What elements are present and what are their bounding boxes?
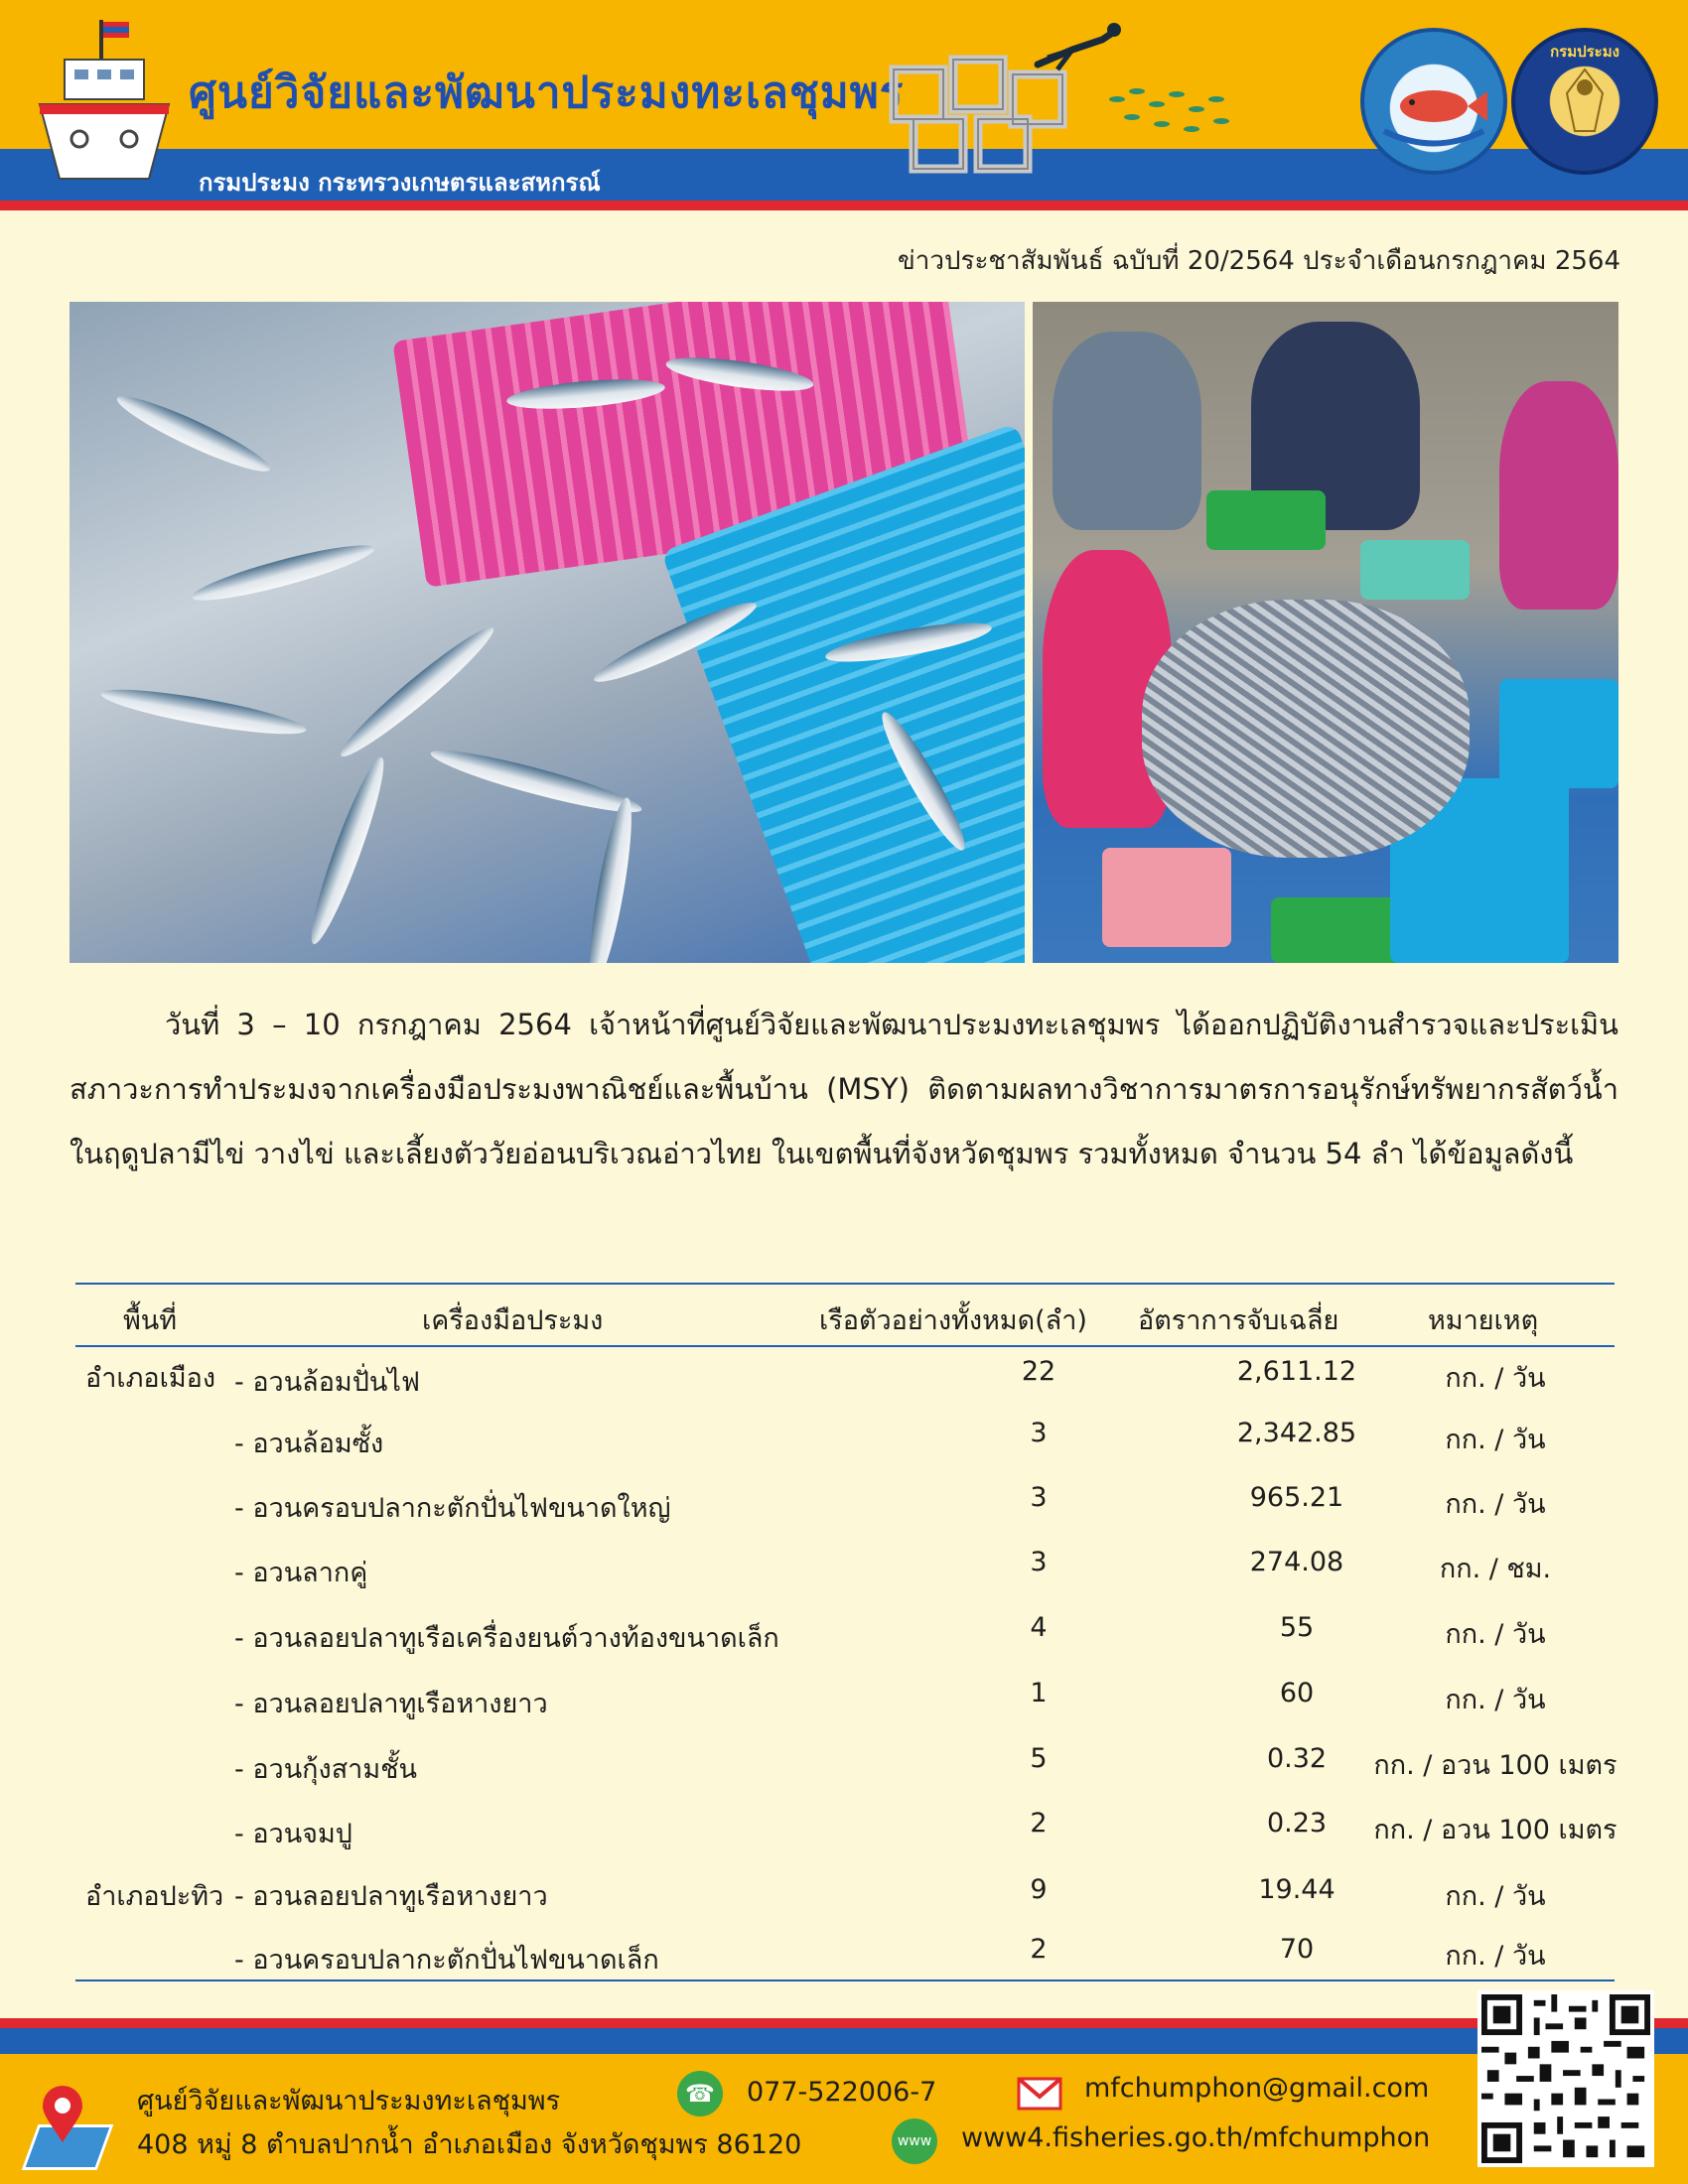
footer-red-stripe	[0, 2018, 1688, 2028]
header-rate: อัตราการจับเฉลี่ย	[1138, 1305, 1339, 1336]
staff-sorting-fish-photo	[1033, 302, 1618, 963]
research-center-logo	[1360, 28, 1507, 175]
table-bottom-rule	[75, 1979, 1615, 1981]
footer-email[interactable]: mfchumphon@gmail.com	[1084, 2073, 1430, 2104]
cell-note: กก. / วัน	[1445, 1685, 1546, 1715]
cell-gear: - อวนครอบปลากะตักปั่นไฟขนาดเล็ก	[234, 1945, 659, 1976]
footer-phone[interactable]: 077-522006-7	[747, 2077, 937, 2108]
table-row	[75, 1612, 1615, 1674]
cell-rate: 2,611.12	[1236, 1356, 1357, 1387]
cell-gear: - อวนลอยปลาทูเรือหางยาว	[234, 1689, 548, 1719]
header-gear: เครื่องมือประมง	[422, 1305, 604, 1336]
cell-rate: 965.21	[1249, 1482, 1344, 1513]
body-paragraph	[70, 993, 1618, 1186]
cell-area: อำเภอปะทิว	[85, 1881, 224, 1912]
cell-rate: 274.08	[1249, 1547, 1344, 1577]
cell-note: กก. / ชม.	[1439, 1554, 1552, 1584]
footer-org-name: ศูนย์วิจัยและพัฒนาประมงทะเลชุมพร	[137, 2086, 561, 2116]
header-area: พื้นที่	[123, 1305, 178, 1336]
phone-icon: ☎	[677, 2071, 723, 2116]
cell-gear: - อวนลอยปลาทูเรือหางยาว	[234, 1881, 548, 1912]
cell-note: กก. / วัน	[1445, 1941, 1546, 1972]
header-title: ศูนย์วิจัยและพัฒนาประมงทะเลชุมพร	[189, 68, 905, 118]
table-row	[75, 1678, 1615, 1739]
globe-icon: www	[892, 2118, 937, 2164]
mail-icon	[1017, 2077, 1062, 2111]
table-row	[75, 1418, 1615, 1479]
cell-rate: 2,342.85	[1236, 1418, 1357, 1448]
cell-rate: 60	[1279, 1678, 1315, 1708]
cell-gear: - อวนลอยปลาทูเรือเครื่องยนต์วางท้องขนาดเล็ก	[234, 1623, 779, 1654]
header-note: หมายเหตุ	[1428, 1305, 1539, 1336]
fish-catch-photo	[70, 302, 1025, 963]
fish	[98, 681, 308, 743]
diver-icon	[1033, 20, 1122, 79]
cell-gear: - อวนล้อมซั้ง	[234, 1429, 384, 1459]
cell-note: กก. / วัน	[1445, 1881, 1546, 1912]
cell-boats: 2	[1030, 1808, 1048, 1839]
cell-boats: 22	[1021, 1356, 1056, 1387]
footer-address: 408 หมู่ 8 ตำบลปากน้ำ อำเภอเมือง จังหวัดชุมพร 86120	[137, 2129, 802, 2160]
location-pin-icon	[40, 2085, 85, 2144]
cell-rate: 19.44	[1258, 1874, 1336, 1905]
fish	[302, 753, 394, 949]
department-of-fisheries-logo	[1511, 28, 1658, 175]
qr-code[interactable]	[1477, 1990, 1654, 2167]
cell-boats: 9	[1030, 1874, 1048, 1905]
cell-boats: 2	[1030, 1934, 1048, 1965]
cell-note: กก. / วัน	[1445, 1489, 1546, 1520]
footer-blue-band	[0, 2028, 1688, 2054]
page-header	[0, 0, 1688, 213]
paragraph-text: วันที่ 3 – 10 กรกฎาคม 2564 เจ้าหน้าที่ศูนย์วิจัยและพัฒนาประมงทะเลชุมพร ได้ออกปฏิบัติงานสำรวจและประเมินสภาวะการทำประมงจากเครื่องมือประมงพาณิชย์และพื้นบ้าน (MSY) ติดตามผลทางวิชาการมาตรการอนุรักษ์ทรัพยากรสัตว์น้ำในฤดูปลามีไข่ วางไข่ และเลี้ยงตัววัยอ่อนบริเวณอ่าวไทย ในเขตพื้นที่จังหวัดชุมพร รวมทั้งหมด จำนวน 54 ลำ ได้ข้อมูลดังนี้	[70, 1008, 1618, 1170]
issue-line: ข่าวประชาสัมพันธ์ ฉบับที่ 20/2564 ประจำเดือนกรกฎาคม 2564	[898, 246, 1620, 276]
fish	[189, 536, 377, 610]
table-row	[75, 1808, 1618, 1869]
cell-rate: 0.23	[1266, 1808, 1328, 1839]
table-row	[75, 1743, 1618, 1805]
header-red-stripe	[0, 201, 1688, 210]
teal-crate	[1360, 540, 1470, 600]
table-row	[75, 1874, 1615, 1936]
footer-website[interactable]: www4.fisheries.go.th/mfchumphon	[961, 2122, 1431, 2153]
header-boats: เรือตัวอย่างทั้งหมด(ลำ)	[819, 1305, 1087, 1336]
cell-boats: 3	[1030, 1418, 1048, 1448]
staff-person	[1499, 381, 1618, 610]
cell-boats: 3	[1030, 1547, 1048, 1577]
table-top-rule	[75, 1283, 1615, 1285]
cell-gear: - อวนล้อมปั่นไฟ	[234, 1367, 421, 1398]
cell-boats: 5	[1030, 1743, 1048, 1774]
logo-text: กรมประมง	[1550, 43, 1619, 61]
cell-note: กก. / อวน 100 เมตร	[1373, 1815, 1618, 1845]
cell-gear: - อวนครอบปลากะตักปั่นไฟขนาดใหญ่	[234, 1493, 671, 1524]
table-row	[75, 1934, 1615, 1995]
header-subtitle: กรมประมง กระทรวงเกษตรและสหกรณ์	[199, 169, 601, 197]
cell-rate: 0.32	[1266, 1743, 1328, 1774]
fish	[111, 386, 275, 480]
fish-pile	[1142, 600, 1470, 858]
table-header-rule	[75, 1345, 1615, 1347]
table-row	[75, 1482, 1615, 1544]
cell-gear: - อวนกุ้งสามชั้น	[234, 1754, 417, 1785]
cell-note: กก. / วัน	[1445, 1619, 1546, 1650]
green-crate	[1206, 490, 1326, 550]
red-fish-icon	[1364, 32, 1503, 171]
table-row	[75, 1547, 1615, 1608]
fish-school-icon	[1102, 79, 1241, 139]
cell-note: กก. / วัน	[1445, 1363, 1546, 1394]
cell-note: กก. / อวน 100 เมตร	[1373, 1750, 1618, 1781]
cell-rate: 55	[1279, 1612, 1315, 1643]
cell-boats: 3	[1030, 1482, 1048, 1513]
cell-note: กก. / วัน	[1445, 1425, 1546, 1455]
fish	[582, 795, 640, 963]
table-row	[75, 1356, 1615, 1418]
fish	[333, 618, 501, 765]
fish	[427, 741, 644, 822]
pink-crate	[1102, 848, 1231, 947]
cell-rate: 70	[1279, 1934, 1315, 1965]
blue-crate	[1499, 679, 1618, 788]
staff-person	[1053, 332, 1201, 530]
cell-area: อำเภอเมือง	[85, 1363, 216, 1394]
cell-boats: 4	[1030, 1612, 1048, 1643]
cell-gear: - อวนลากคู่	[234, 1558, 368, 1588]
cell-boats: 1	[1030, 1678, 1048, 1708]
ship-logo-icon	[30, 20, 179, 189]
cell-gear: - อวนจมปู	[234, 1819, 352, 1849]
